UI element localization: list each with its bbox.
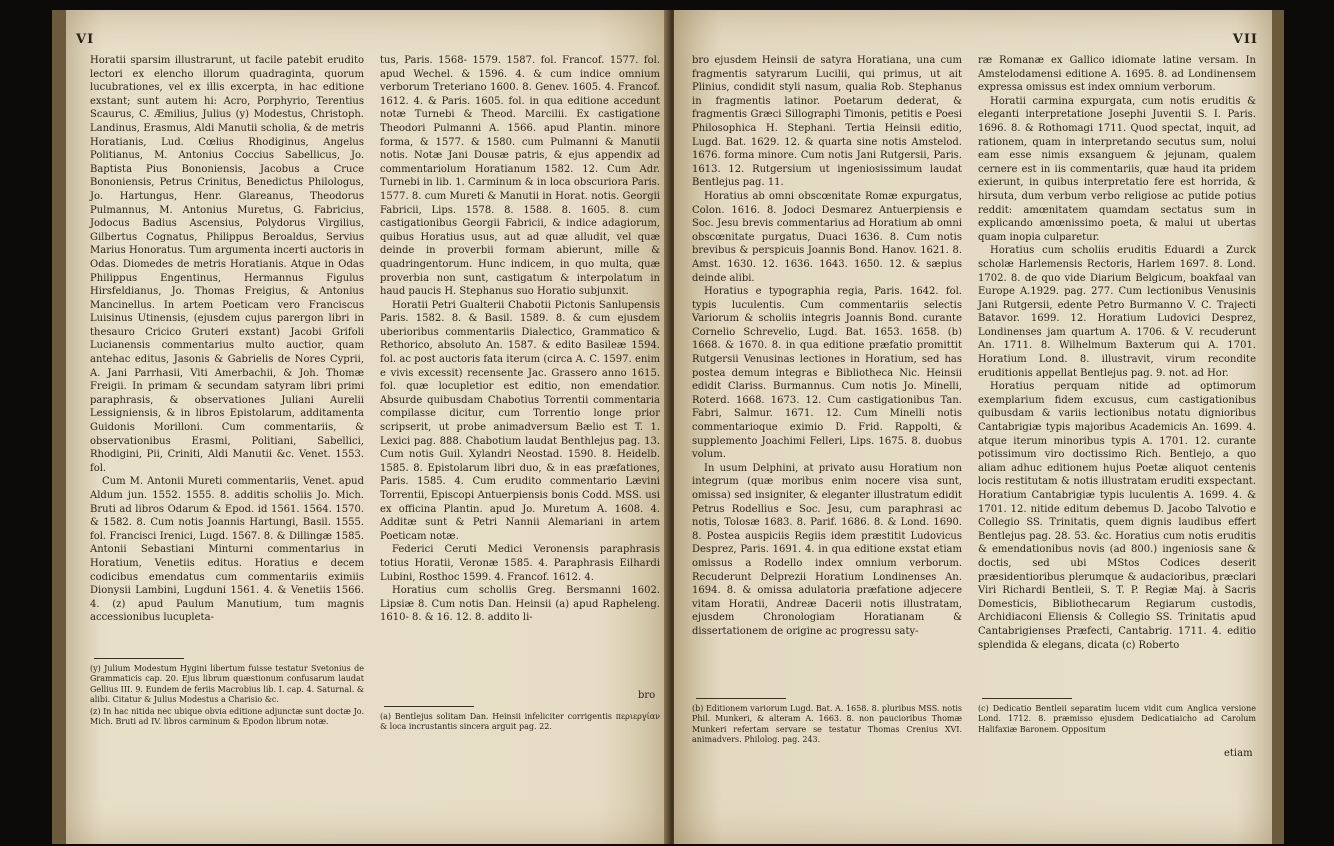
- catchword: bro: [638, 690, 656, 701]
- paragraph: Horatius e typographia regia, Paris. 1642. fol. typis luculentis. Cum commentariis selectis Variorum & scholiis integris Joannis Bond. curante Cornelio Schrevelio, Lugd. Bat. 1653. 1658. (b) 1668. & 1670. 8. in qua editione præfatio promittit Rutgersii Venusinas lectiones in Horatium, sed has postea demum integras e Bibliotheca Nic. Heinsii edidit Clariss. Burmannus. Cum notis Jo. Minelli, Roterd. 1668. 1673. 12. Cum castigationibus Tan. Fabri, Salmur. 1671. 12. Cum Minelli notis commentarioque eximio D. Frid. Rappolti, & supplemento Joachimi Felleri, Lips. 1675. 8. duobus volum.: [692, 286, 962, 461]
- paragraph: ræ Romanæ ex Gallico idiomate latine versam. In Amstelodamensi editione A. 1695. 8. ad Londinensem expressa omissus est index omnium verborum.: [978, 55, 1256, 94]
- footnote-rule: [384, 706, 474, 707]
- footnotes-left: [90, 664, 364, 728]
- paragraph: Horatii sparsim illustrarunt, ut facile patebit erudito lectori ex elencho illorum quadraginta, quorum lucubrationes, vel ex illis excerpta, in hac editione exstant; sunt autem hi: Acro, Porphyrio, Terentius Scaurus, C. Æmilius, Julius (y) Modestus, Christoph. Landinus, Erasmus, Aldi Manutii scholia, & de metris Horatianis, Lud. Cœlius Rhodiginus, Angelus Politianus, M. Antonius Coccius Sabellicus, Jo. Baptista Pius Bononiensis, Jacobus a Cruce Bononiensis, Petrus Crinitus, Benedictus Philologus, Jo. Hartungus, Henr. Glareanus, Theodorus Pulmannus, M. Antonius Muretus, G. Fabricius, Jodocus Badius Ascensius, Polydorus Virgilius, Gilbertus Cognatus, Philippus Beroaldus, Servius Marius Honoratus. Tum argumenta incerti auctoris in Odas. Diomedes de metris Horatianis. Atque in Odas Philippus Engentinus, Hermannus Figulus Hirsfeldianus, Jo. Thomas Freigius, & Antonius Mancinellus. In artem Poeticam vero Franciscus Luisinus Utinensis, (ejusdem cujus parergon libri in thesauro Cricico Gruteri exstant) Jacobi Grifoli Lucianensis commentarius multo auctior, quam antehac editus, Jasonis & Gabrielis de Nores Cyprii, A. Jani Parrhasii, Viti Amerbachii, & Joh. Thomæ Freigii. In primam & secundam satyram libri primi paraphrasis, & observationes Juliani Aurelii Lessigniensis, & in libros Epistolarum, additamenta Guidonis Morilloni. Cum commentariis, & observationibus Erasmi, Politiani, Sabellici, Rhodigini, Pii, Criniti, Aldi Manutii &c. Venet. 1553. fol.: [90, 55, 364, 474]
- paragraph: bro ejusdem Heinsii de satyra Horatiana, una cum fragmentis satyrarum Lucilii, qui primus, ut ait Plinius, condidit styli nasum, qualia Rob. Stephanus in fragmentis latinor. Poetarum dederat, & fragmentis Græci Sillographi Timonis, petitis e Poesi Philosophica H. Stephani. Tertia Heinsii editio, Lugd. Bat. 1629. 12. & quarta sine notis Amstelod. 1676. forma minore. Cum notis Jani Rutgersii, Paris. 1613. 12. Rutgersium ut ingeniosissimum laudat Bentlejus pag. 11.: [692, 55, 962, 189]
- paragraph: Horatius perquam nitide ad optimorum exemplarium fidem excusus, cum castigationibus quibusdam & variis lectionibus notatu dignioribus Cantabrigiæ typis majoribus Academicis An. 1699. 4. atque iterum minoribus typis A. 1701. 12. curante potissimum viro doctissimo Rich. Bentlejo, a quo aliam adhuc editionem hujus Poetæ aliquot centenis locis restitutam & notis illustratam eruditi exspectant. Horatium Cantabrigiæ typis luculentis A. 1699. 4. & 1701. 12. nitide editum debemus D. Jacobo Talvotio e Collegio SS. Trinitatis, quem dignis laudibus effert Bentlejus pag. 28. 53. &c. Horatius cum notis eruditis & emendationibus novis (ad 800.) ingeniosis sane & doctis, sed ubi MStos Codices deserit præsidentioribus plerumque & audacioribus, præclari Viri Richardi Bentleii, S. T. P. Regiæ Maj. à Sacris Domesticis, Bibliothecarum Regiarum custodis, Archidiaconi Eliensis & Collegio SS. Trinitatis apud Cantabrigienses Præfecti, Cantabrig. 1711. 4. editio splendida & elegans, dicata (c) Roberto: [978, 381, 1256, 651]
- left-column-2: [380, 54, 660, 625]
- footnotes-left: [692, 704, 962, 747]
- left-page-number: VI: [76, 32, 95, 47]
- paragraph: tus, Paris. 1568- 1579. 1587. fol. Francof. 1577. fol. apud Wechel. & 1596. 4. & cum indice omnium verborum Treteriano 1600. 8. Genev. 1605. 4. Francof. 1612. 4. & Paris. 1605. fol. in qua editione accedunt notæ Turnebi & Theod. Marcilii. Ex castigatione Theodori Pulmanni A. 1566. apud Plantin. minore forma, & 1577. & 1580. cum Pulmanni & Manutii notis. Notæ Jani Dousæ patris, & ejus appendix ad commentariolum Horatianum 1582. 12. Cum Adr. Turnebi in lib. 1. Carminum & in loca obscuriora Paris. 1577. 8. cum Mureti & Manutii in Horat. notis. Georgii Fabricii, Lips. 1578. 8. 1588. 8. 1605. 8. cum castigationibus Georgii Fabricii, & indice adagiorum, quibus Horatius usus, aut ad quæ alludit, vel quæ deinde in proverbii formam abierunt, mille & quadringentorum. Hunc indicem, in quo multa, quæ proverbia non sunt, castigatum & interpolatum in haud paucis H. Stephanus suo Horatio subjunxit.: [380, 55, 660, 298]
- footnote-rule: [94, 658, 184, 659]
- footnote: (c) Dedicatio Bentleii separatim lucem vidit cum Anglica versione Lond. 1712. 8. præmisso ejusdem Dedicatiaicho ad Carolum Halifaxiæ Baronem. Oppositum: [978, 704, 1256, 734]
- footnotes-right: [380, 712, 660, 734]
- open-book: [52, 10, 1284, 844]
- paragraph: Horatius cum scholiis Greg. Bersmanni 1602. Lipsiæ 8. Cum notis Dan. Heinsii (a) apud Rapheleng. 1610- 8. & 16. 12. 8. addito li-: [380, 585, 660, 624]
- left-page: [52, 10, 670, 844]
- paragraph: Horatii carmina expurgata, cum notis eruditis & eleganti interpretatione Josephi Juventii S. I. Paris. 1696. 8. & Rothomagi 1711. Quod spectat, inquit, ad rationem, quam in interpretando secutus sum, nolui eam esse nimis exsanguem & jejunam, qualem cernere est in iis commentariis, quæ haud ita pridem exierunt, in quibus interpretatio fere est horrida, & hirsuta, dum verbum verbo religiose ac putide potius reddit: amœnitatem quamdam sectatus sum in explicando amœnissimo poeta, & malui ut ubertas quam inopia culparetur.: [978, 95, 1256, 243]
- footnote: (y) Julium Modestum Hygini libertum fuisse testatur Svetonius de Grammaticis cap. 20. Ejus librum quæstionum confusarum laudat Gellius III. 9. Eundem de feriis Macrobius lib. I. cap. 4. Saturnal. & alibi. Citatur & Julius Modestus a Charisio &c.: [90, 664, 364, 705]
- footnote: (b) Editionem variorum Lugd. Bat. A. 1658. 8. pluribus MSS. notis Phil. Munkeri, & alteram A. 1663. 8. non paucioribus Thomæ Munkeri refertam servare se testatur Thomas Crenius XVI. animadvers. Philolog. pag. 243.: [692, 704, 962, 745]
- catchword: etiam: [1224, 748, 1253, 759]
- paragraph: Horatius ab omni obscœnitate Romæ expurgatus, Colon. 1616. 8. Jodoci Desmarez Antuerpiensis e Soc. Jesu brevis commentarius ad Horatium ab omni obscœnitate purgatus, Duaci 1636. 8. Cum notis brevibus & perspicuis Joannis Bond. Hanov. 1621. 8. Amst. 1630. 12. 1636. 1643. 1650. 12. & sæpius deinde alibi.: [692, 190, 962, 284]
- footnotes-right: [978, 704, 1256, 736]
- right-page: [674, 10, 1284, 844]
- right-column-1: [692, 54, 962, 639]
- left-column-1: [90, 54, 364, 625]
- right-page-number: VII: [1232, 32, 1258, 47]
- footnote: (a) Bentlejus solitam Dan. Heinsii infeliciter corrigentis περιεργίαν & loca incrustantis sincera arguit pag. 22.: [380, 712, 660, 732]
- paragraph: Cum M. Antonii Mureti commentariis, Venet. apud Aldum jun. 1552. 1555. 8. additis scholiis Jo. Mich. Bruti ad libros Odarum & Epod. id 1561. 1564. 1570. & 1582. 8. Cum notis Joannis Hartungi, Basil. 1555. fol. Francisci Irenici, Lugd. 1567. 8. & Dillingæ 1585. Antonii Sebastiani Minturni commentarius in Horatium, Venetiis editus. Horatius e decem codicibus emendatus cum commentariis eximiis Dionysii Lambini, Lugduni 1561. 4. & Venetiis 1566. 4. (z) apud Paulum Manutium, tum magnis accessionibus lucupleta-: [90, 476, 364, 624]
- footnote: (z) In hac nitida nec ubique obvia editione adjunctæ sunt doctæ Jo. Mich. Bruti ad IV. libros carminum & Epodon librum notæ.: [90, 706, 364, 727]
- footnote-rule: [982, 698, 1072, 699]
- footnote-rule: [696, 698, 786, 699]
- paragraph: Horatii Petri Gualterii Chabotii Pictonis Sanlupensis Paris. 1582. 8. & Basil. 1589. 8. & cum ejusdem uberioribus commentariis Dialectico, Grammatico & Rethorico, absoluto An. 1587. & edito Basileæ 1594. fol. ac post auctoris fata iterum (circa A. C. 1597. enim e vivis excessit) recensente Jac. Grassero anno 1615. fol. quæ locupletior est editio, non emendatior. Absurde quibusdam Chabotius Torrentii commentaria compilasse dicitur, cum Torrentio longe prior scripserit, ut probe animadversum Bælio est T. 1. Lexici pag. 888. Chabotium laudat Benthlejus pag. 13. Cum notis Guil. Xylandri Neostad. 1590. 8. Heidelb. 1585. 8. Epistolarum libri duo, & in eas præfationes, Paris. 1585. 4. Cum erudito commentario Lævini Torrentii, Episcopi Antuerpiensis bonis Codd. MSS. usi ex officina Plantin. apud Jo. Muretum A. 1608. 4. Additæ sunt & Petri Nannii Alemariani in artem Poeticam notæ.: [380, 299, 660, 542]
- paragraph: Horatius cum scholiis eruditis Eduardi a Zurck scholæ Harlemensis Rectoris, Harlem 1697. 8. Lond. 1702. 8. de quo vide Diarium Belgicum, boakfaal van Europe A.1929. pag. 277. Cum lectionibus Venusinis Jani Rutgersii, edente Petro Burmanno V. C. Trajecti Batavor. 1699. 12. Horatium Ludovici Desprez, Londinenses jam quartum A. 1706. & V. recuderunt An. 1711. 8. Wilhelmum Baxterum qui A. 1701. Horatium Lond. 8. illustravit, virum recondite eruditionis appellat Bentlejus pag. 9. not. ad Hor.: [978, 245, 1256, 379]
- paragraph: Federici Ceruti Medici Veronensis paraphrasis totius Horatii, Veronæ 1585. 4. Paraphrasis Eilhardi Lubini, Rosthoc 1599. 4. Francof. 1612. 4.: [380, 544, 660, 583]
- paragraph: In usum Delphini, at privato ausu Horatium non integrum (quæ moribus enim nocere visa sunt, omissa) sed insigniter, & eleganter illustratum edidit Petrus Rodellius e Soc. Jesu, cum paraphrasi ac notis, Tolosæ 1683. 8. Parif. 1686. 8. & Lond. 1690. 8. Postea auspiciis Regiis idem præstitit Ludovicus Desprez, Paris. 1691. 4. in qua editione exstat etiam omissus a Rodello index omnium verborum. Recuderunt Delprezii Horatium Londinenses An. 1694. 8. & omissa adulatoria præfatione adjecere vitam Horatii, Andreæ Dacerii notis illustratam, ejusdem Chronologiam Horatianam & dissertationem de origine ac progressu saty-: [692, 462, 962, 637]
- right-column-2: [978, 54, 1256, 652]
